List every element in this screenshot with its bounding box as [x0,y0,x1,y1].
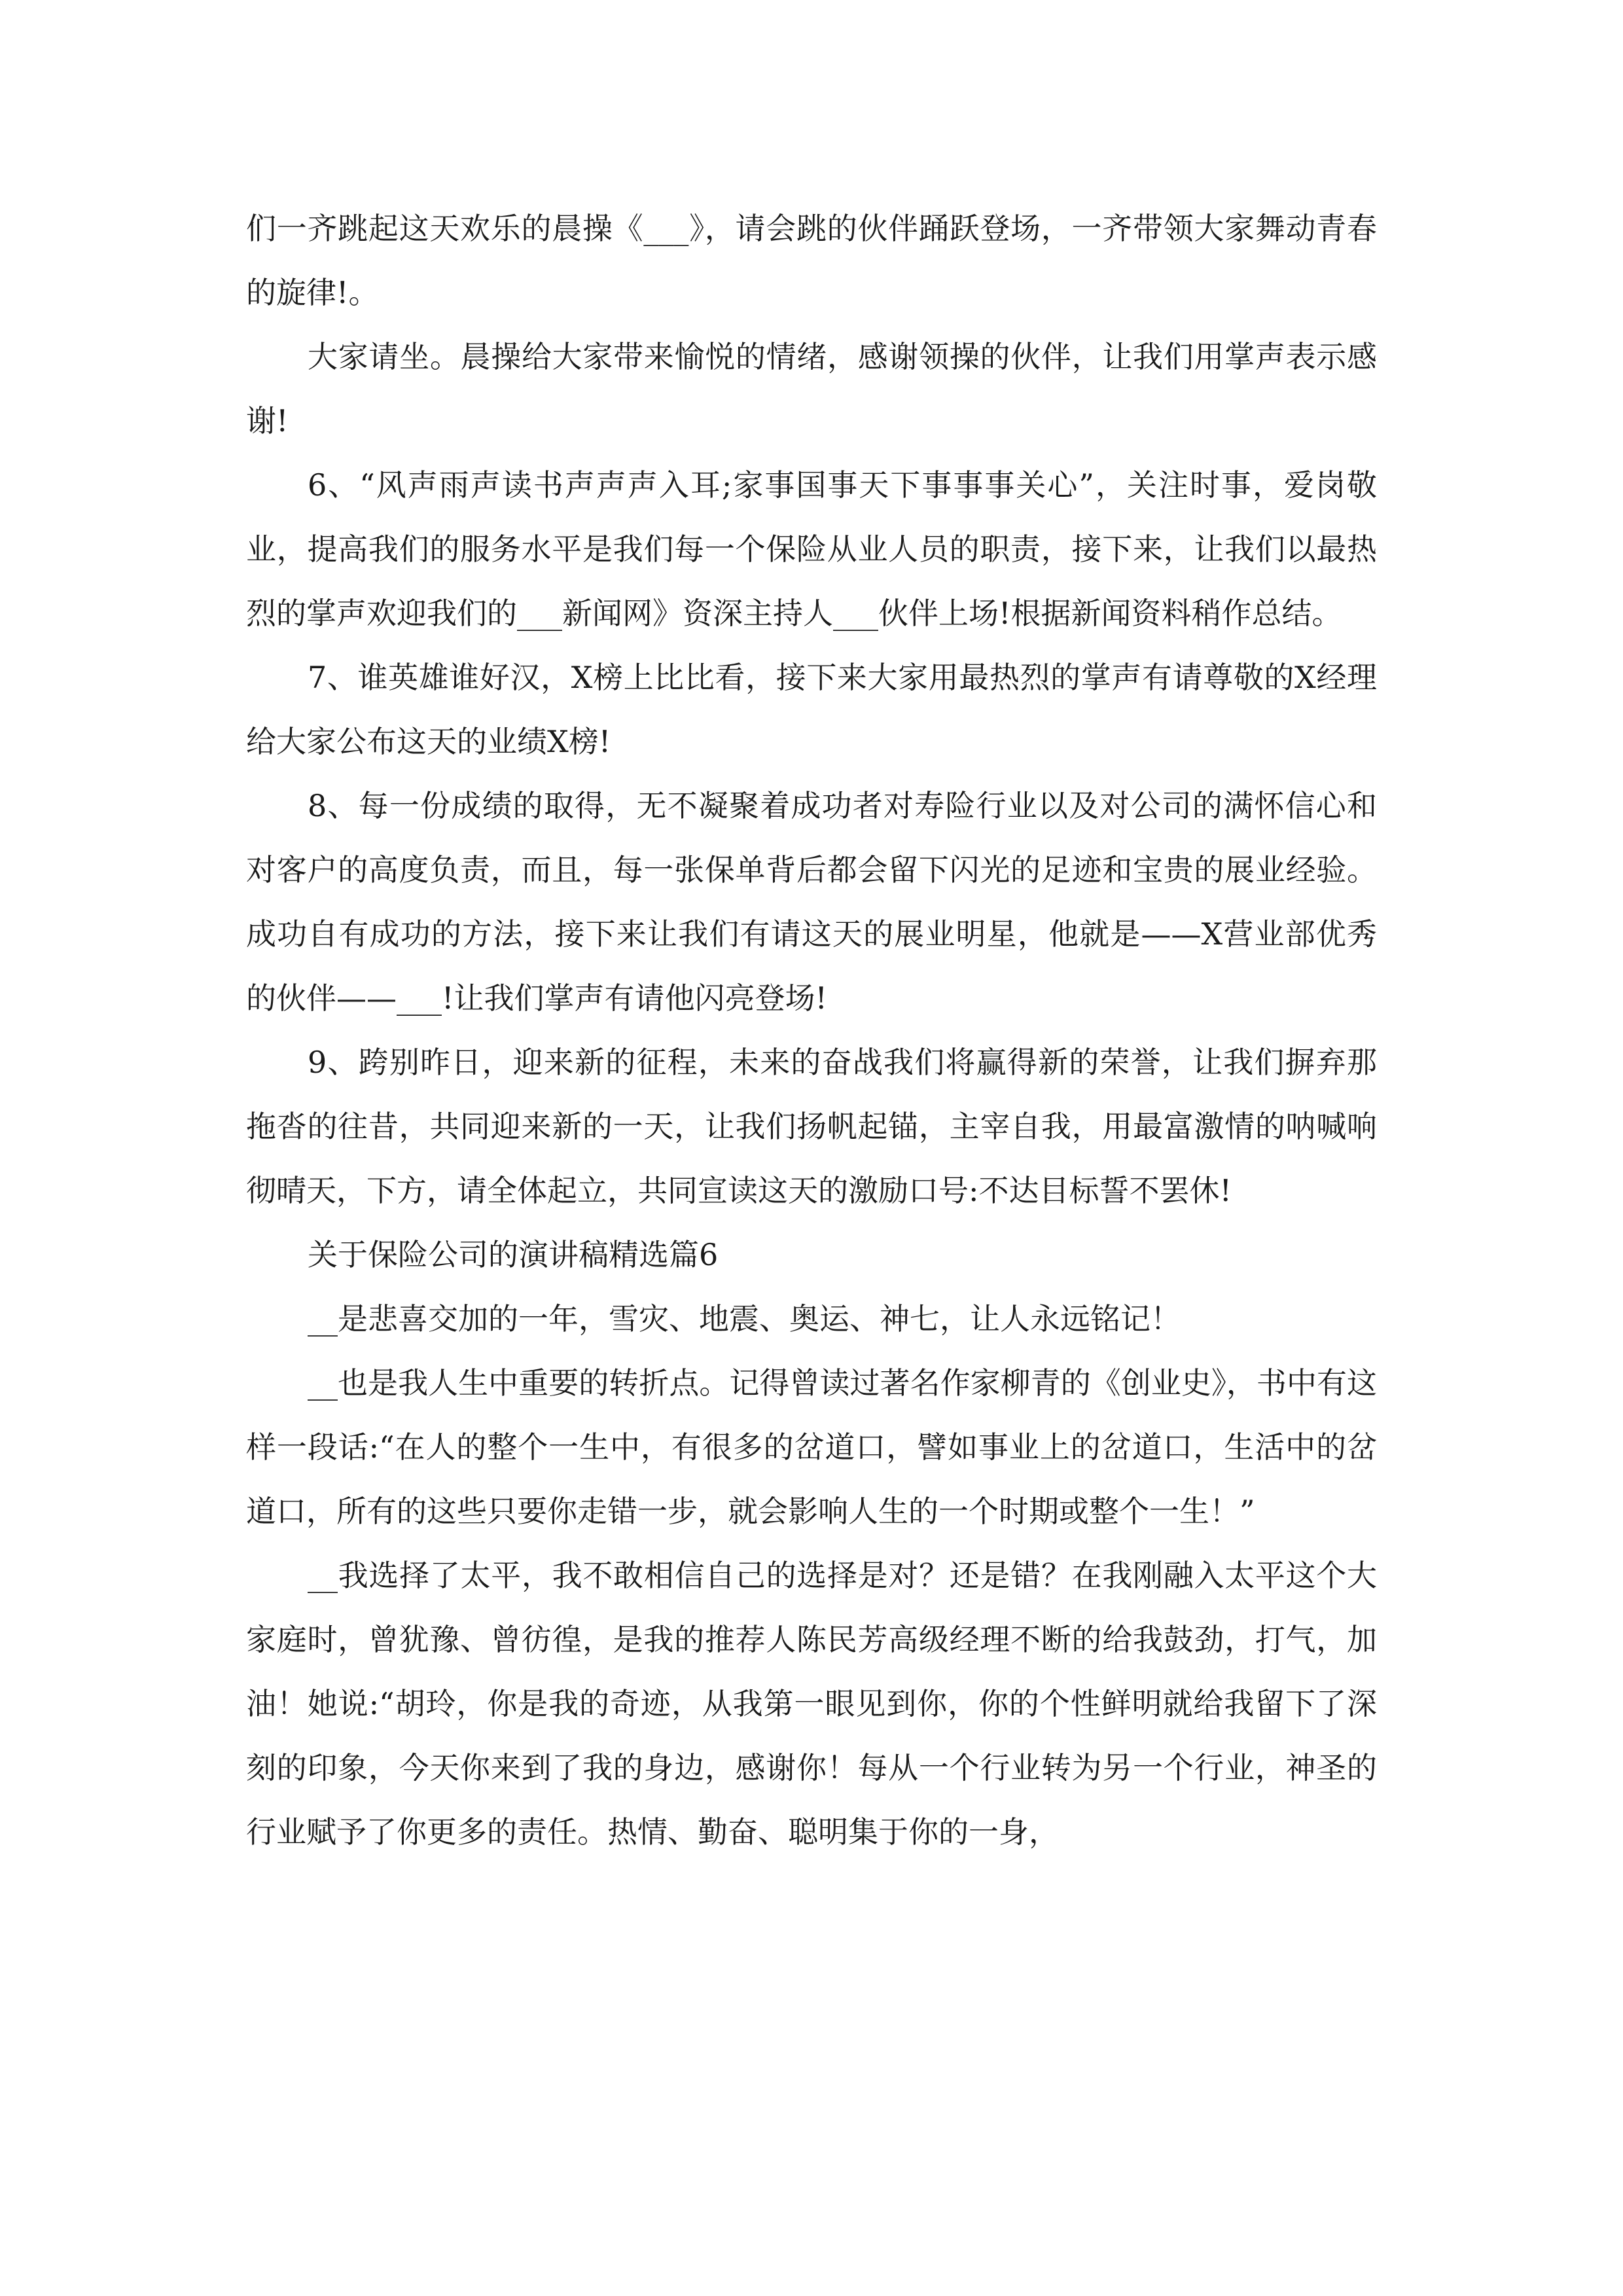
document-body [246,196,1377,1864]
paragraph-2: 大家请坐。晨操给大家带来愉悦的情绪，感谢领操的伙伴，让我们用掌声表示感谢! [246,339,1377,439]
paragraph-4: 7、谁英雄谁好汉，X榜上比比看，接下来大家用最热烈的掌声有请尊敬的X经理给大家公布这天的业绩X榜! [246,660,1377,759]
paragraph-6: 9、跨别昨日，迎来新的征程，未来的奋战我们将赢得新的荣誉，让我们摒弃那拖沓的往昔，共同迎来新的一天，让我们扬帆起锚，主宰自我，用最富激情的呐喊响彻晴天，下方，请全体起立，共同宣读这天的激励口号:不达目标誓不罢休! [246,1045,1377,1208]
section-heading: 关于保险公司的演讲稿精选篇6 [308,1237,719,1272]
paragraph-7: __是悲喜交加的一年，雪灾、地震、奥运、神七，让人永远铭记！ [308,1301,1181,1336]
paragraph-9: __我选择了太平，我不敢相信自己的选择是对？还是错？在我刚融入太平这个大家庭时，曾犹豫、曾彷徨，是我的推荐人陈民芳高级经理不断的给我鼓劲，打气，加油！她说:“胡玲，你是我的奇迹，从我第一眼见到你，你的个性鲜明就给我留下了深刻的印象，今天你来到了我的身边，感谢你！每从一个行业转为另一个行业，神圣的行业赋予了你更多的责任。热情、勤奋、聪明集于你的一身， [246,1558,1377,1850]
paragraph-1: 们一齐跳起这天欢乐的晨操《___》，请会跳的伙伴踊跃登场，一齐带领大家舞动青春的旋律!。 [246,211,1377,310]
paragraph-8: __也是我人生中重要的转折点。记得曾读过著名作家柳青的《创业史》，书中有这样一段话:“在人的整个一生中，有很多的岔道口，譬如事业上的岔道口，生活中的岔道口，所有的这些只要你走错一步，就会影响人生的一个时期或整个一生！” [246,1365,1377,1529]
paragraph-3: 6、“风声雨声读书声声声入耳;家事国事天下事事事关心”，关注时事，爱岗敬业，提高我们的服务水平是我们每一个保险从业人员的职责，接下来，让我们以最热烈的掌声欢迎我们的___新闻网》资深主持人___伙伴上场!根据新闻资料稍作总结。 [246,467,1377,631]
paragraph-5: 8、每一份成绩的取得，无不凝聚着成功者对寿险行业以及对公司的满怀信心和对客户的高度负责，而且，每一张保单背后都会留下闪光的足迹和宝贵的展业经验。成功自有成功的方法，接下来让我们有请这天的展业明星，他就是——X营业部优秀的伙伴——___!让我们掌声有请他闪亮登场! [246,788,1377,1016]
